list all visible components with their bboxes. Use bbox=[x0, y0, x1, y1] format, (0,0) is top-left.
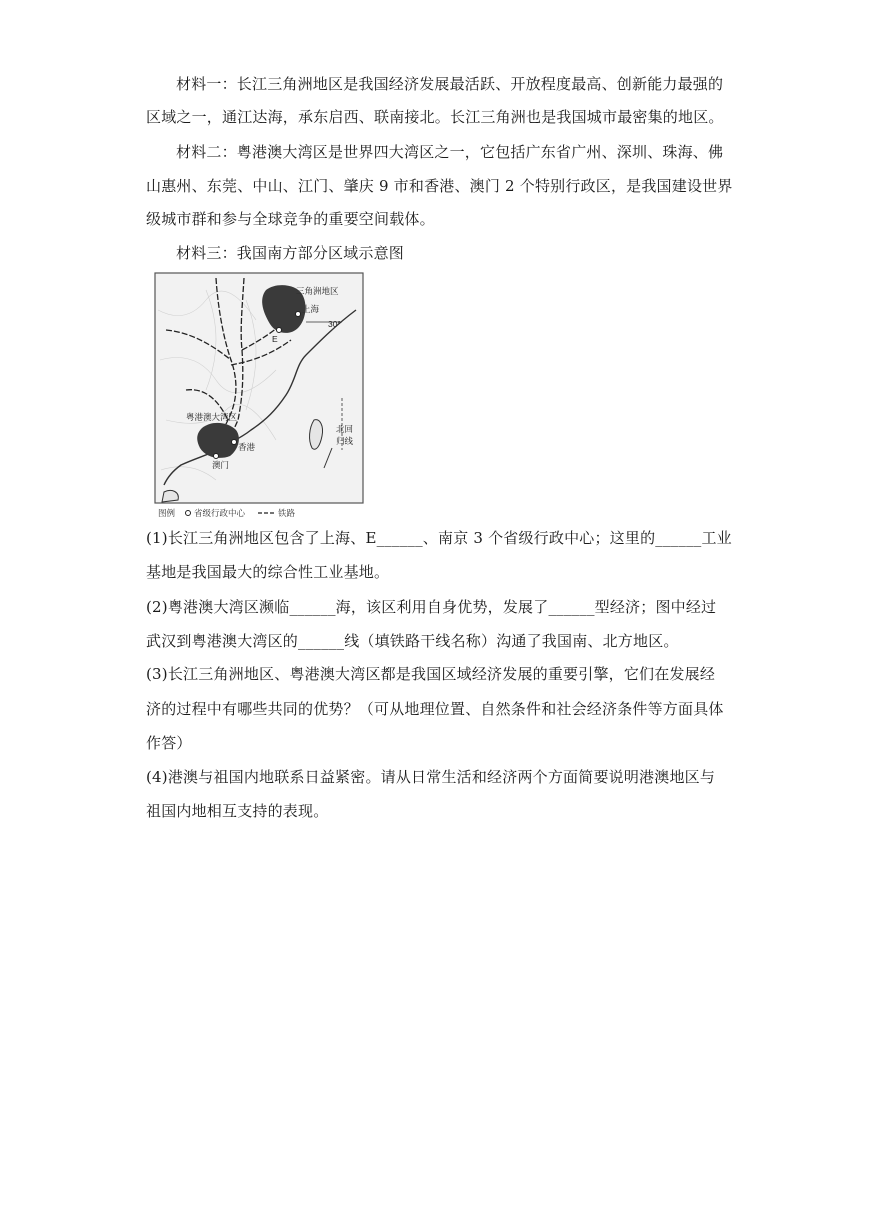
macau-marker bbox=[214, 454, 219, 459]
hainan-island bbox=[162, 490, 178, 502]
shanghai-marker bbox=[296, 312, 301, 317]
label-shanghai: 上海 bbox=[302, 304, 320, 314]
legend-capital: 省级行政中心 bbox=[194, 508, 246, 518]
label-hongkong: 香港 bbox=[238, 442, 256, 452]
label-gba: 粤港澳大湾区 bbox=[186, 412, 238, 422]
question2-line2: 武汉到粤港澳大湾区的______线（填铁路干线名称）沟通了我国南、北方地区。 bbox=[146, 632, 679, 650]
question4-line2: 祖国内地相互支持的表现。 bbox=[146, 802, 329, 820]
label-tropic-1: 北回 bbox=[336, 424, 354, 434]
label-lat-30: 30° bbox=[328, 319, 341, 329]
question3-line2: 济的过程中有哪些共同的优势？（可从地理位置、自然条件和社会经济条件等方面具体 bbox=[146, 700, 724, 718]
legend-capital-icon bbox=[186, 511, 191, 516]
material2-line2: 山惠州、东莞、中山、江门、肇庆 9 市和香港、澳门 2 个特别行政区，是我国建设世界 bbox=[146, 177, 733, 195]
question2-line1: (2)粤港澳大湾区濒临______海，该区利用自身优势，发展了______型经济；图中经过 bbox=[146, 598, 717, 616]
legend-rail: 铁路 bbox=[278, 508, 296, 518]
material1-line1: 材料一：长江三角洲地区是我国经济发展最活跃、开放程度最高、创新能力最强的 bbox=[176, 75, 724, 93]
south-china-region-map bbox=[146, 270, 368, 522]
label-macau: 澳门 bbox=[212, 460, 230, 470]
material2-line3: 级城市群和参与全球竞争的重要空间载体。 bbox=[146, 210, 435, 228]
label-e: E bbox=[272, 334, 278, 344]
map-legend bbox=[158, 508, 296, 518]
legend-title: 图例 bbox=[158, 508, 176, 518]
hongkong-marker bbox=[232, 440, 237, 445]
question4-line1: (4)港澳与祖国内地联系日益紧密。请从日常生活和经济两个方面简要说明港澳地区与 bbox=[146, 768, 716, 786]
label-tropic-2: 归线 bbox=[336, 436, 354, 446]
question1-line1: (1)长江三角洲地区包含了上海、E______、南京 3 个省级行政中心；这里的______工业 bbox=[146, 529, 732, 547]
material3-caption: 材料三：我国南方部分区域示意图 bbox=[176, 244, 405, 262]
map-frame bbox=[155, 273, 363, 503]
question3-line1: (3)长江三角洲地区、粤港澳大湾区都是我国区域经济发展的重要引擎，它们在发展经 bbox=[146, 665, 716, 683]
label-yrd: 三角洲地区 bbox=[296, 286, 339, 296]
material2-line1: 材料二：粤港澳大湾区是世界四大湾区之一，它包括广东省广州、深圳、珠海、佛 bbox=[176, 143, 724, 161]
question1-line2: 基地是我国最大的综合性工业基地。 bbox=[146, 563, 390, 581]
e-marker bbox=[277, 328, 282, 333]
material1-line2: 区域之一，通江达海，承东启西、联南接北。长江三角洲也是我国城市最密集的地区。 bbox=[146, 108, 724, 126]
question3-line3: 作答） bbox=[146, 734, 192, 752]
